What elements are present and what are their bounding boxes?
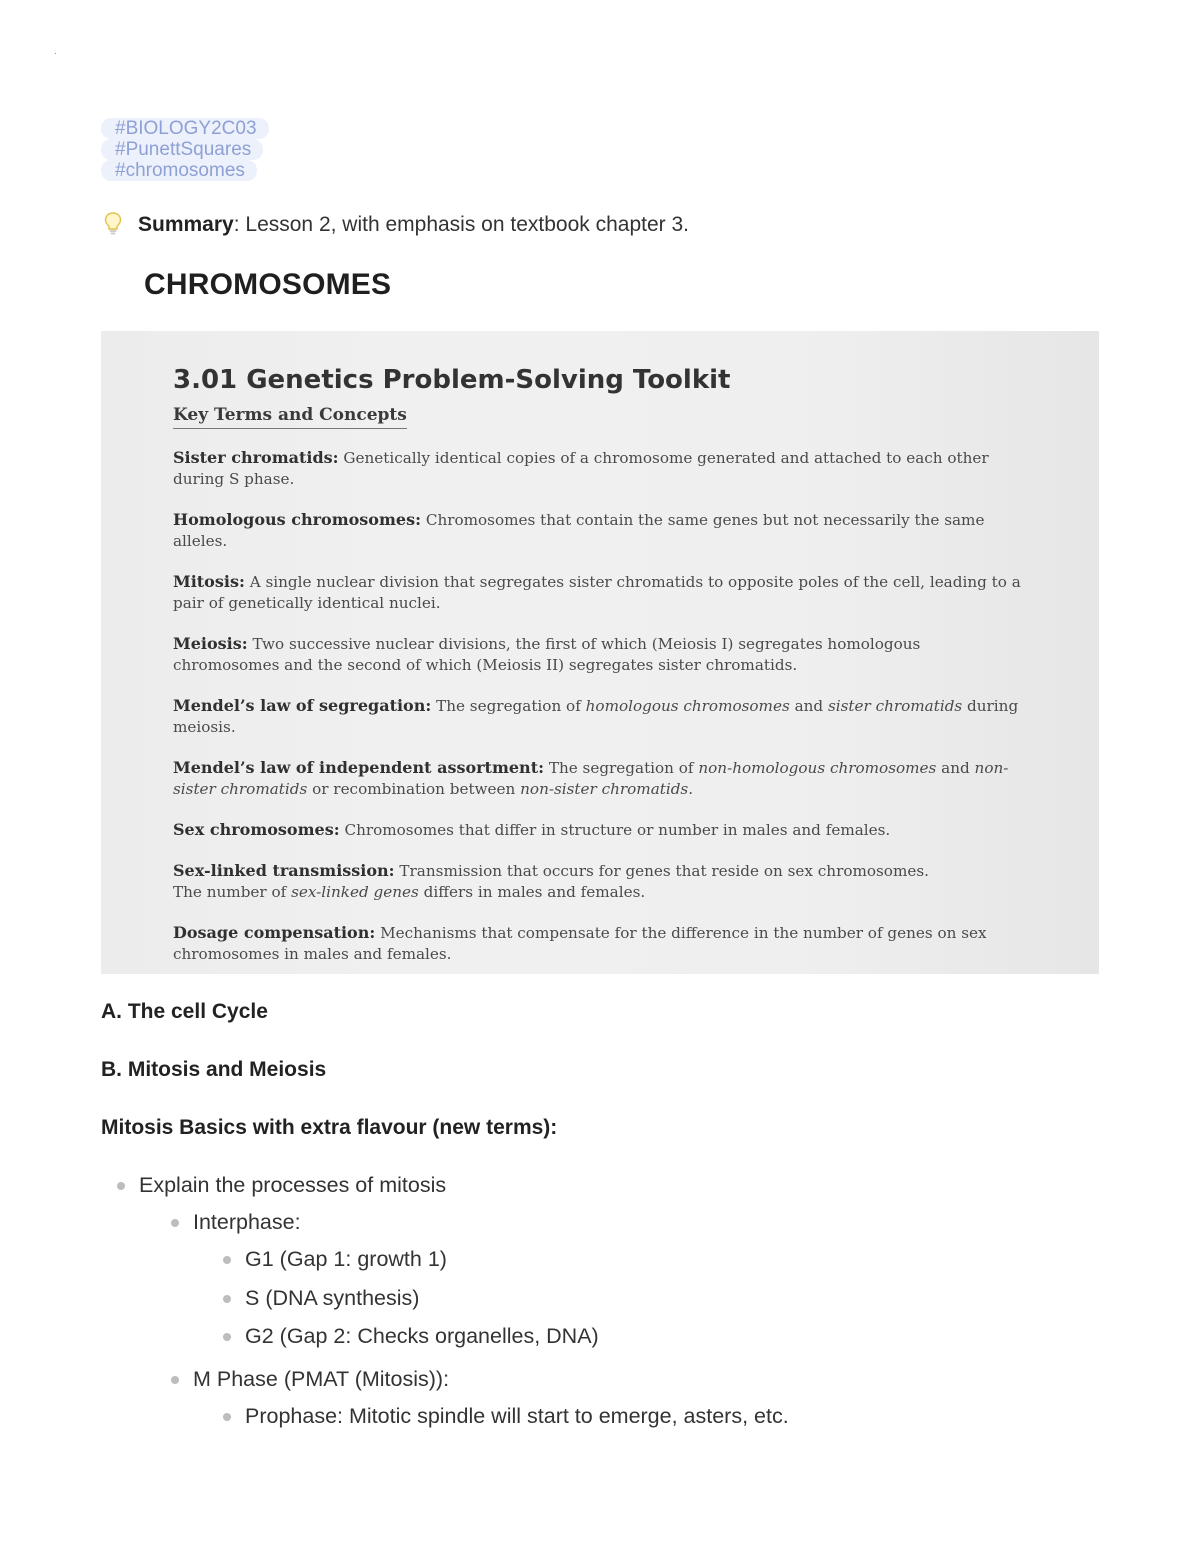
bullet-icon <box>223 1295 231 1303</box>
term-definition: differs in males and females. <box>418 883 646 901</box>
bullet-icon <box>223 1333 231 1341</box>
term-label: Meiosis: <box>173 634 248 653</box>
list-item <box>223 1404 789 1429</box>
bullet-icon <box>223 1256 231 1264</box>
term-definition: The segregation of <box>436 697 586 715</box>
term-definition: or recombination between <box>307 780 521 798</box>
term-sister-chromatids <box>173 447 1027 490</box>
list-item <box>223 1286 419 1311</box>
scan-title: 3.01 Genetics Problem-Solving Toolkit <box>173 365 731 395</box>
bullet-icon <box>171 1219 179 1227</box>
term-label: Sex-linked transmission: <box>173 861 395 880</box>
list-item-text: Prophase: Mitotic spindle will start to emerge, asters, etc. <box>245 1404 789 1428</box>
term-law-of-independent-assortment <box>173 757 1027 800</box>
term-definition: The segregation of <box>548 759 699 777</box>
list-item-text: G1 (Gap 1: growth 1) <box>245 1247 447 1271</box>
term-label: Homologous chromosomes: <box>173 510 421 529</box>
scan-subtitle: Key Terms and Concepts <box>173 405 407 429</box>
term-italic: sex-linked genes <box>291 883 419 901</box>
term-label: Mendel’s law of independent assortment: <box>173 758 544 777</box>
term-definition: . <box>688 780 694 798</box>
bullet-icon <box>117 1182 125 1190</box>
term-italic: homologous chromosomes <box>585 697 790 715</box>
summary-label: Summary <box>138 213 234 236</box>
tag-list <box>101 118 269 181</box>
term-label: Mendel’s law of segregation: <box>173 696 432 715</box>
term-definition: and <box>936 759 975 777</box>
term-italic: non-sister chromatids <box>520 780 689 798</box>
list-item <box>223 1247 447 1272</box>
section-heading-mitosis-basics: Mitosis Basics with extra flavour (new terms): <box>101 1116 558 1139</box>
term-mitosis <box>173 571 1027 614</box>
bullet-icon <box>171 1376 179 1384</box>
term-dosage-compensation <box>173 922 1027 965</box>
term-law-of-segregation <box>173 695 1027 738</box>
term-meiosis <box>173 633 1027 676</box>
page-heading: CHROMOSOMES <box>144 268 392 301</box>
list-item <box>117 1173 446 1198</box>
term-label: Sex chromosomes: <box>173 820 340 839</box>
term-definition: Transmission that occurs for genes that reside on sex chromosomes. <box>399 862 929 880</box>
term-definition: Mechanisms that compensate for the difference in the number of genes on sex chromosomes in males and females. <box>173 924 987 963</box>
section-heading-mitosis-meiosis: B. Mitosis and Meiosis <box>101 1058 327 1081</box>
list-item-text: Explain the processes of mitosis <box>139 1173 447 1197</box>
stray-dot: . <box>54 46 57 57</box>
term-sex-chromosomes <box>173 819 1027 841</box>
term-definition: A single nuclear division that segregates sister chromatids to opposite poles of the cell, leading to a pair of genetically identical nuclei. <box>173 573 1021 612</box>
list-item-text: G2 (Gap 2: Checks organelles, DNA) <box>245 1324 599 1348</box>
term-label: Dosage compensation: <box>173 923 376 942</box>
term-label: Mitosis: <box>173 572 245 591</box>
tag-punettsquares[interactable]: #PunettSquares <box>101 139 263 160</box>
summary-text: : Lesson 2, with emphasis on textbook chapter 3. <box>233 213 689 236</box>
textbook-scan-image <box>101 331 1099 974</box>
term-sex-linked-transmission <box>173 860 1027 903</box>
term-definition: Genetically identical copies of a chromosome generated and attached to each other during S phase. <box>173 449 989 488</box>
term-definition: Chromosomes that contain the same genes but not necessarily the same alleles. <box>173 511 985 550</box>
term-definition: Two successive nuclear divisions, the first of which (Meiosis I) segregates homologous chromosomes and the second of which (Meiosis II) segregates sister chromatids. <box>173 635 921 674</box>
list-item <box>171 1367 449 1392</box>
term-italic: non-homologous chromosomes <box>698 759 937 777</box>
tag-chromosomes[interactable]: #chromosomes <box>101 160 257 181</box>
list-item-text: S (DNA synthesis) <box>245 1286 420 1310</box>
summary-callout <box>104 212 689 238</box>
list-item <box>171 1210 301 1235</box>
term-definition: The number of <box>173 883 292 901</box>
term-definition: Chromosomes that differ in structure or number in males and females. <box>344 821 891 839</box>
term-homologous-chromosomes <box>173 509 1027 552</box>
list-item-text: Interphase: <box>193 1210 301 1234</box>
lightbulb-icon <box>104 212 126 238</box>
term-italic: non-sister chromatids <box>173 759 1009 798</box>
section-heading-cell-cycle: A. The cell Cycle <box>101 1000 268 1023</box>
list-item-text: M Phase (PMAT (Mitosis)): <box>193 1367 450 1391</box>
term-definition: during meiosis. <box>173 697 1019 736</box>
bullet-icon <box>223 1413 231 1421</box>
term-definition: and <box>789 697 828 715</box>
term-italic: sister chromatids <box>827 697 963 715</box>
tag-biology2c03[interactable]: #BIOLOGY2C03 <box>101 118 269 139</box>
term-label: Sister chromatids: <box>173 448 339 467</box>
list-item <box>223 1324 599 1349</box>
